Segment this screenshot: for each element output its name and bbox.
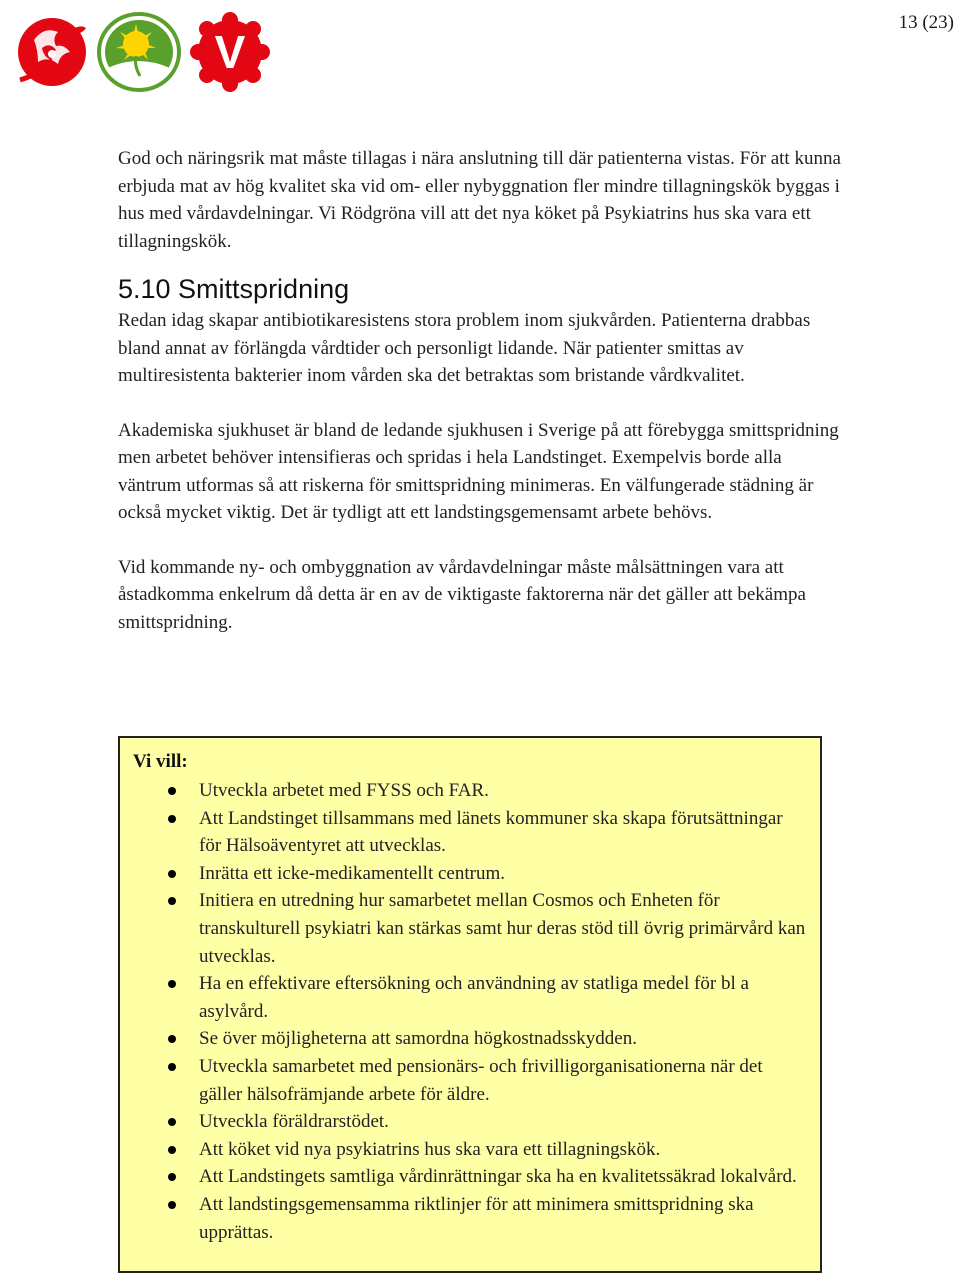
section-paragraph: Akademiska sjukhuset är bland de ledande sjukhusen i Sverige på att förebygga smittspridning men arbetet behöver intensifieras och spridas i hela Landstinget. Exempelvis borde alla väntrum utformas så att riskerna för smittspridning minimeras. En välfungerade städning är också mycket viktig. Det är tydligt att ett landstingsgemensamt arbete behövs. — [118, 419, 839, 523]
list-item-text: Att Landstinget tillsammans med länets kommuner ska skapa förutsättningar för Hälsoäventyret att utvecklas. — [199, 807, 783, 857]
list-item — [133, 887, 806, 970]
list-item-text: Initiera en utredning hur samarbetet mellan Cosmos och Enheten för transkulturell psykiatri kan stärkas samt hur deras stöd till övrig primärvård kan utvecklas. — [199, 890, 806, 967]
list-item — [133, 1053, 806, 1108]
list-item — [133, 1136, 806, 1164]
bullet-icon — [168, 1201, 176, 1209]
bullet-icon — [168, 870, 176, 878]
bullet-icon — [168, 1118, 176, 1126]
section-paragraph: Redan idag skapar antibiotikaresistens stora problem inom sjukvården. Patienterna drabbas bland annat av förlängda vårdtider och personligt lidande. När patienter smittas av multiresistenta bakterier inom vården ska det betraktas som bristande vårdkvalitet. — [118, 310, 811, 386]
list-item-text: Att Landstingets samtliga vårdinrättningar ska ha en kvalitetssäkrad lokalvård. — [199, 1166, 797, 1188]
bullet-icon — [168, 1146, 176, 1154]
list-item-text: Att köket vid nya psykiatrins hus ska vara ett tillagningskök. — [199, 1138, 661, 1160]
list-item-text: Inrätta ett icke-medikamentellt centrum. — [199, 862, 505, 884]
bullet-icon — [168, 1035, 176, 1043]
page-number: 13 (23) — [898, 12, 954, 33]
section-paragraph: Vid kommande ny- och ombyggnation av vårdavdelningar måste målsättningen vara att åstadkomma enkelrum då detta är en av de viktigaste faktorerna när det gäller att bekämpa smittspridning. — [118, 556, 806, 633]
intro-paragraph: God och näringsrik mat måste tillagas i nära anslutning till där patienterna vistas. För att kunna erbjuda mat av hög kvalitet ska vid om- eller nybyggnation fler mindre tillagningskök byggas i hus med vårdavdelningar. Vi Rödgröna vill att det nya köket på Psykiatrins hus ska vara ett tillagningskök. — [118, 148, 841, 252]
section-heading: 5.10 Smittspridning — [118, 274, 350, 304]
list-item-text: Ha en effektivare eftersökning och användning av statliga medel för bl a asylvård. — [199, 973, 749, 1022]
list-item — [133, 805, 806, 860]
vi-vill-heading: Vi vill: — [133, 751, 188, 772]
miljopartiet-dandelion-logo — [96, 10, 182, 94]
vi-vill-list — [133, 777, 806, 1246]
list-item — [133, 1163, 806, 1191]
document-body — [118, 145, 848, 636]
list-item — [133, 777, 806, 805]
list-item-text: Utveckla föräldrarstödet. — [199, 1111, 389, 1133]
list-item-text: Utveckla arbetet med FYSS och FAR. — [199, 780, 489, 801]
list-item — [133, 970, 806, 1025]
socialdemokraterna-rose-logo — [12, 10, 92, 90]
vi-vill-box — [118, 736, 822, 1273]
list-item — [133, 860, 806, 888]
bullet-icon — [168, 1063, 176, 1071]
bullet-icon — [168, 787, 176, 795]
bullet-icon — [168, 815, 176, 823]
bullet-icon — [168, 897, 176, 905]
bullet-icon — [168, 980, 176, 988]
bullet-icon — [168, 1173, 176, 1181]
vansterpartiet-v-logo — [188, 10, 272, 94]
list-item — [133, 1025, 806, 1053]
list-item-text: Se över möjligheterna att samordna högkostnadsskydden. — [199, 1028, 637, 1050]
list-item-text: Utveckla samarbetet med pensionärs- och frivilligorganisationerna när det gäller hälsofrämjande arbete för äldre. — [199, 1055, 763, 1105]
list-item — [133, 1191, 806, 1246]
list-item-text: Att landstingsgemensamma riktlinjer för att minimera smittspridning ska upprättas. — [199, 1193, 754, 1243]
v-letter: V — [214, 26, 246, 78]
party-logos — [12, 10, 272, 94]
list-item — [133, 1108, 806, 1136]
